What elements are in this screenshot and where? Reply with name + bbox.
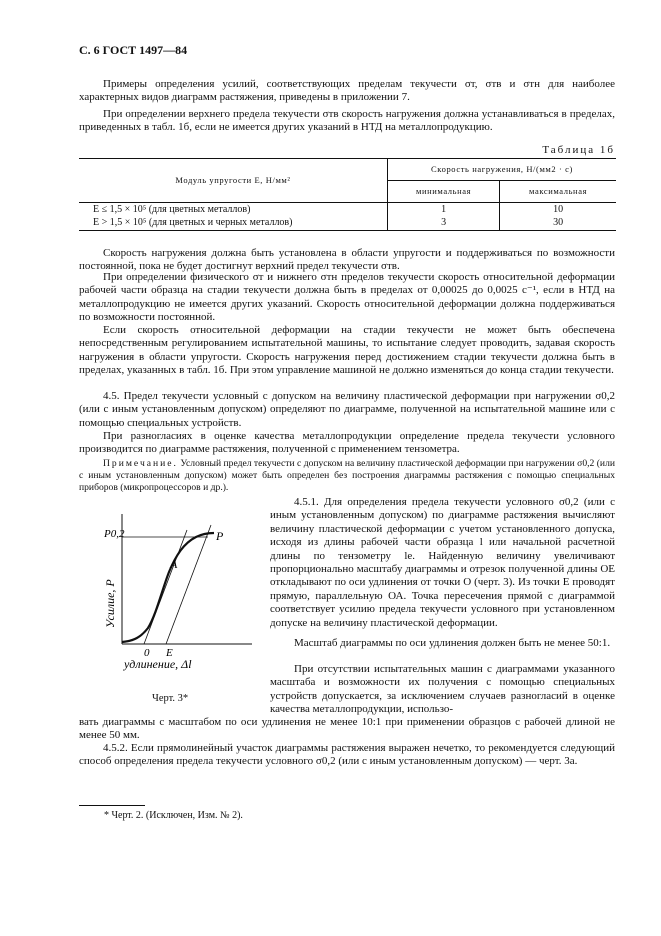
footnote-divider xyxy=(79,805,145,806)
table-caption: Таблица 1б xyxy=(542,144,615,156)
label-a: A xyxy=(170,557,178,571)
paragraph-4-5-2: 4.5.2. Если прямолинейный участок диаграммы растяжения выражен нечетко, то рекомендуется следующий способ определения предела текучести условного σ0,2 (или с иным установленным допуском) — черт. 3а. xyxy=(79,742,615,768)
table-cell-min: 3 xyxy=(388,216,500,230)
paragraph-absent-machines: При отсутствии испытательных машин с диаграммами указанного масштаба и возможности их получения с помощью специальных устройств допускается, за исключением случаев разногласий в оценке качества металлопродукции, использо- xyxy=(270,663,615,716)
table-row xyxy=(79,203,616,217)
label-e: E xyxy=(166,647,173,659)
figure-caption: Черт. 3* xyxy=(152,693,189,704)
table-header-max: максимальная xyxy=(500,181,616,203)
table-cell-min: 1 xyxy=(388,203,500,217)
table-cell-max: 30 xyxy=(500,216,616,230)
label-p: P xyxy=(216,529,224,543)
paragraph-disagreement: При разногласиях в оценке качества металлопродукции определение предела текучести условного производится по диаграмме растяжения, полученной с применением тензометра. xyxy=(79,430,615,456)
paragraph-load-rate: Скорость нагружения должна быть установлена в области упругости и поддерживаться по возможности постоянной, пока не будет достигнут верхний предел текучести σтв. xyxy=(79,247,615,273)
table-header-modulus: Модуль упругости E, Н/мм² xyxy=(79,159,388,203)
table-1b xyxy=(79,158,616,231)
note-label: Примечание. xyxy=(103,458,178,469)
note-text: Условный предел текучести с допуском на величину пластической деформации при нагружении σ0,2 (или с иным установленным допуском) может быть определен без построения диаграммы растяжения с помощью специальных приборов (микропроцессоров и др.). xyxy=(79,458,615,493)
line-oa xyxy=(144,530,187,644)
paragraph-scale: Масштаб диаграммы по оси удлинения должен быть не менее 50:1. xyxy=(294,637,611,649)
label-o: 0 xyxy=(144,647,150,659)
table-cell-max: 10 xyxy=(500,203,616,217)
paragraph-examples: Примеры определения усилий, соответствующих пределам текучести σт, σтв и σтн для наиболее характерных видов диаграмм растяжения, приведены в приложении 7. xyxy=(79,78,615,104)
label-y-axis: Усилие, P xyxy=(103,579,117,628)
table-row xyxy=(79,216,616,230)
paragraph-machine-control: Если скорость относительной деформации на стадии текучести не может быть обеспечена непосредственным регулированием испытательной машины, то испытание следует проводить, задавая скорость нагружения в области упругости. Скорость нагружения перед достижением стадии текучести должна быть в пределах, указанных в табл. 1б. При этом управление машиной не должно изменяться до конца стадии текучести. xyxy=(79,324,615,377)
label-x-axis: удлинение, Δl xyxy=(124,657,192,671)
paragraph-upper-yield: При определении верхнего предела текучести σтв скорость нагружения должна устанавливаться в пределах, приведенных в табл. 1б, если не имеется других указаний в НТД на металлопродукцию. xyxy=(79,108,615,134)
footnote: * Черт. 2. (Исключен, Изм. № 2). xyxy=(104,810,243,821)
figure-3-diagram xyxy=(104,510,264,685)
page-header: С. 6 ГОСТ 1497—84 xyxy=(79,43,188,57)
table-cell-label: E > 1,5 × 10⁵ (для цветных и черных металлов) xyxy=(79,216,388,230)
table-header-speed: Скорость нагружения, Н/(мм2 · с) xyxy=(388,159,617,181)
label-p02: P0,2 xyxy=(104,528,125,540)
table-header-min: минимальная xyxy=(388,181,500,203)
note xyxy=(79,458,615,494)
paragraph-4-5: 4.5. Предел текучести условный с допуском на величину пластической деформации при нагружении σ0,2 (или с иным установленным допуском) определяют по диаграмме, полученной на испытательной машине или с помощью специальных устройств. xyxy=(79,390,615,429)
table-cell-label: E ≤ 1,5 × 10⁵ (для цветных металлов) xyxy=(93,204,251,215)
paragraph-strain-rate: При определении физического σт и нижнего σтн пределов текучести скорость относительной деформации рабочей части образца на стадии текучести должна быть в пределах от 0,00025 до 0,0025 с⁻¹, если в НТД на металлопродукцию не имеется других указаний. Скорость относительной деформации должна поддерживаться по возможности постоянной. xyxy=(79,271,615,324)
paragraph-absent-machines-cont: вать диаграммы с масштабом по оси удлинения не менее 10:1 при применении образцов с рабочей длиной не менее 50 мм. xyxy=(79,716,615,742)
paragraph-4-5-1: 4.5.1. Для определения предела текучести условного σ0,2 (или с иным установленным допуском) по диаграмме растяжения вычисляют величину пластической деформации с учетом установленного допуска, исходя из длины рабочей части образца l или начальной расчетной длины по тензометру lе. Найденную величину увеличивают пропорционально масштабу диаграммы и отрезок полученной длины ОЕ откладывают по оси удлинения от точки О (черт. 3). Из точки Е проводят прямую, параллельную ОА. Точка пересечения прямой с диаграммой соответствует усилию предела текучести условного при установленном допуске на величину пластической деформации. xyxy=(270,496,615,629)
stress-strain-curve xyxy=(122,533,214,642)
